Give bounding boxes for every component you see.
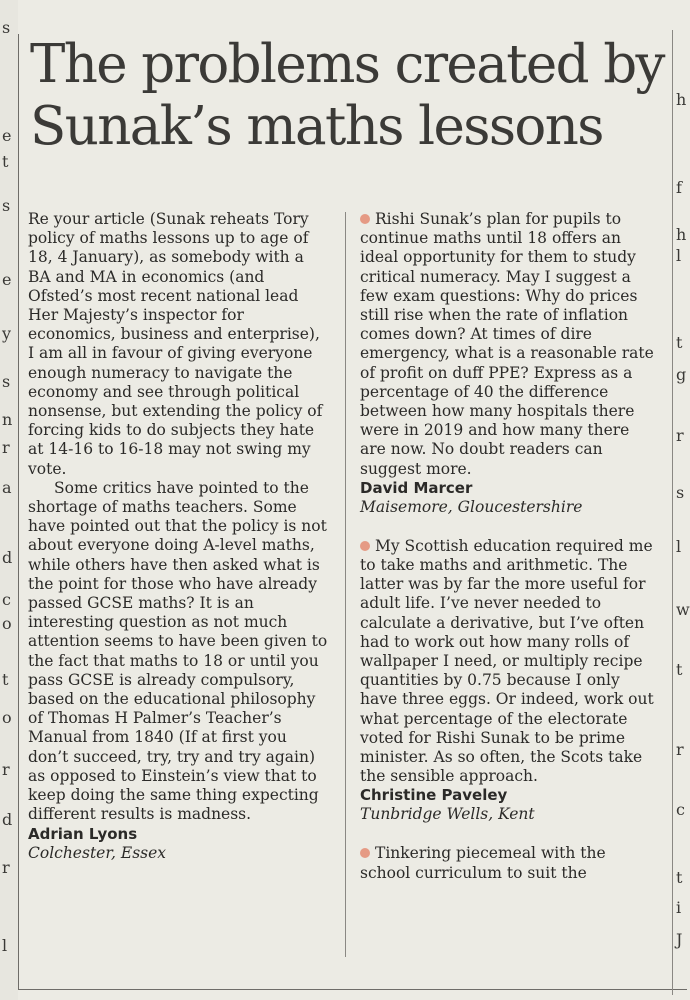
bleed-fragment: r: [2, 858, 10, 877]
left-page-edge: [0, 0, 18, 1000]
bleed-fragment: d: [2, 548, 13, 567]
bleed-fragment: t: [676, 660, 683, 679]
bleed-fragment: w: [676, 600, 690, 619]
bleed-fragment: h: [676, 90, 687, 109]
bottom-rule: [18, 989, 687, 990]
bleed-fragment: e: [2, 126, 12, 145]
bleed-fragment: t: [676, 868, 683, 887]
letter-body: Tinkering piecemeal with the school curriculum to suit the: [360, 844, 606, 882]
letter-tinkering: [360, 844, 660, 882]
bleed-fragment: l: [676, 246, 682, 265]
letter-body: Rishi Sunak’s plan for pupils to continue maths until 18 offers an ideal opportunity for them to study critical numeracy. May I suggest a few exam questions: Why do prices still rise when the rate of inflation comes down? At times of dire emergency, what is a reasonable rate of profit on duff PPE? Express as a percentage of 40 the difference between how many hospitals there were in 2019 and how many there are now. No doubt readers can suggest more.: [360, 210, 654, 478]
letter-bullet-icon: [360, 541, 370, 551]
letter-body: My Scottish education required me to take maths and arithmetic. The latter was by far the more useful for adult life. I’ve never needed to calculate a derivative, but I’ve often had to work out how many rolls of wallpaper I need, or multiply recipe quantities by 0.75 because I only have three eggs. Or indeed, work out what percentage of the electorate voted for Rishi Sunak to be prime minister. As so often, the Scots take the sensible approach.: [360, 536, 654, 786]
letter-location: Tunbridge Wells, Kent: [360, 805, 535, 824]
letter-author: David Marcer: [360, 478, 473, 497]
letter-bullet-icon: [360, 214, 370, 224]
bleed-fragment: h: [676, 225, 687, 244]
bleed-fragment: J: [676, 930, 683, 949]
bleed-fragment: t: [2, 152, 9, 171]
bleed-fragment: o: [2, 614, 12, 633]
bleed-fragment: s: [2, 196, 11, 215]
letters-column-right: [360, 210, 660, 883]
bleed-fragment: e: [2, 270, 12, 289]
bleed-fragment: f: [676, 178, 682, 197]
bleed-fragment: i: [676, 898, 682, 917]
left-column-rule: [18, 34, 19, 989]
bleed-fragment: d: [2, 810, 13, 829]
bleed-fragment: n: [2, 410, 13, 429]
letter-bullet-icon: [360, 848, 370, 858]
bleed-fragment: s: [2, 372, 11, 391]
headline: The problems created by Sunak’s maths lessons: [30, 34, 664, 157]
letter-adrian-lyons: [28, 210, 328, 863]
bleed-fragment: t: [2, 670, 9, 689]
bleed-fragment: s: [2, 18, 11, 37]
bleed-fragment: t: [676, 333, 683, 352]
bleed-fragment: c: [676, 800, 685, 819]
bleed-fragment: g: [676, 365, 687, 384]
bleed-fragment: y: [2, 324, 12, 343]
letter-author: Adrian Lyons: [28, 824, 138, 843]
bleed-fragment: l: [676, 537, 682, 556]
letters-column-left: [28, 210, 328, 863]
letter-author: Christine Paveley: [360, 786, 508, 805]
letter-christine-paveley: [360, 537, 660, 825]
bleed-fragment: r: [2, 760, 10, 779]
bleed-fragment: r: [2, 438, 10, 457]
letter-paragraph: Re your article (Sunak reheats Tory policy of maths lessons up to age of 18, 4 January), as somebody with a BA and MA in economics (and Ofsted’s most recent national lead Her Majesty’s inspector for economics, business and enterprise), I am all in favour of giving everyone enough numeracy to navigate the economy and see through political nonsense, but extending the policy of forcing kids to do subjects they hate at 14-16 to 16-18 may not swing my vote.: [28, 210, 323, 478]
bleed-fragment: l: [2, 936, 8, 955]
letter-paragraph: Some critics have pointed to the shortage of maths teachers. Some have pointed out that the policy is not about everyone doing A-level maths, while others have then asked what is the point for those who have already passed GCSE maths? It is an interesting question as not much attention seems to have been given to the fact that maths to 18 or until you pass GCSE is already compulsory, based on the educational philosophy of Thomas H Palmer’s Teacher’s Manual from 1840 (If at first you don’t succeed, try, try and try again) as opposed to Einstein’s view that to keep doing the same thing expecting different results is madness.: [28, 478, 328, 824]
bleed-fragment: r: [676, 426, 684, 445]
right-column-rule: [672, 30, 673, 995]
letter-location: Colchester, Essex: [28, 843, 167, 862]
bleed-fragment: r: [676, 740, 684, 759]
bleed-fragment: s: [676, 483, 685, 502]
bleed-fragment: a: [2, 478, 12, 497]
center-column-rule: [345, 212, 346, 957]
bleed-fragment: o: [2, 708, 12, 727]
letter-david-marcer: [360, 210, 660, 517]
letter-location: Maisemore, Gloucestershire: [360, 497, 583, 516]
bleed-fragment: c: [2, 590, 11, 609]
